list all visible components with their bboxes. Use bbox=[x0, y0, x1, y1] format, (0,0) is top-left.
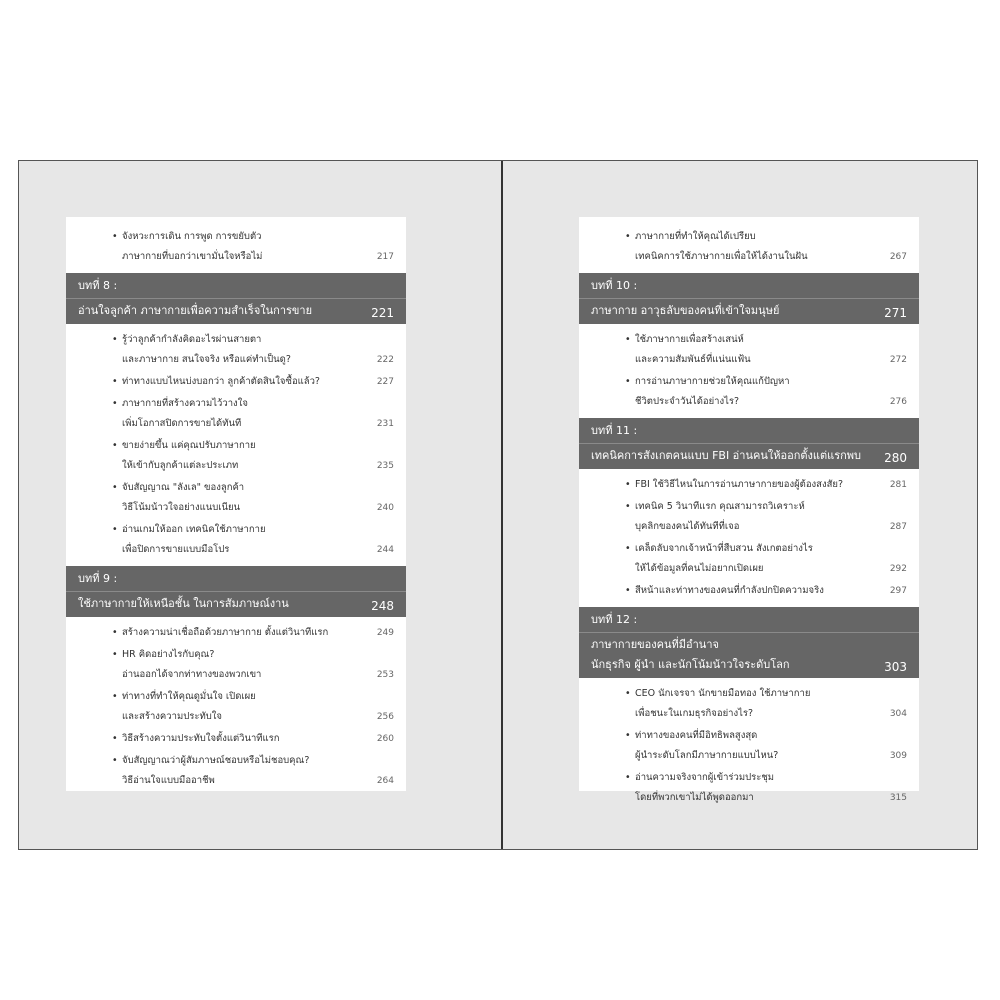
toc-entry bbox=[579, 217, 919, 267]
toc-entry-line: เพื่อปิดการขายแบบมือโปร bbox=[122, 544, 230, 555]
toc-entry-line: ภาษากายที่บอกว่าเขามั่นใจหรือไม่ bbox=[122, 251, 263, 262]
toc-entry-line: ให้เข้ากับลูกค้าแต่ละประเภท bbox=[122, 460, 239, 471]
toc-entry-page-number: 231 bbox=[376, 419, 394, 429]
toc-entry-line: จับสัญญาณ "ลังเล" ของลูกค้า bbox=[122, 482, 245, 493]
toc-entry-line: สร้างความน่าเชื่อถือด้วยภาษากาย ตั้งแต่วินาทีแรก bbox=[122, 627, 329, 638]
toc-entry-line: ภาษากายที่ทำให้คุณได้เปรียบ bbox=[635, 231, 756, 242]
toc-entry-line: อ่านออกได้จากท่าทางของพวกเขา bbox=[122, 669, 262, 680]
toc-entry-page-number: 304 bbox=[889, 709, 907, 719]
bullet-icon: • bbox=[625, 730, 631, 741]
right-page bbox=[579, 217, 919, 803]
chapter-title: ภาษากาย อาวุธลับของคนที่เข้าใจมนุษย์ bbox=[591, 304, 780, 317]
toc-entry-page-number: 217 bbox=[376, 252, 394, 262]
toc-entry bbox=[579, 539, 919, 579]
toc-entry-line: CEO นักเจรจา นักขายมือทอง ใช้ภาษากาย bbox=[635, 688, 811, 699]
toc-entry-page-number: 249 bbox=[376, 628, 394, 638]
bullet-icon: • bbox=[625, 231, 631, 242]
toc-entry bbox=[579, 581, 919, 601]
chapter-title: ภาษากายของคนที่มีอำนาจ bbox=[591, 638, 719, 651]
toc-entry-page-number: 240 bbox=[376, 503, 394, 513]
toc-entry-line: และสร้างความประทับใจ bbox=[122, 711, 222, 722]
toc-entry-page-number: 287 bbox=[889, 522, 907, 532]
toc-entry-line: ภาษากายที่สร้างความไว้วางใจ bbox=[122, 398, 248, 409]
bullet-icon: • bbox=[112, 398, 118, 409]
toc-entry bbox=[66, 687, 406, 727]
toc-entry-line: ชีวิตประจำวันได้อย่างไร? bbox=[635, 396, 740, 407]
chapter-header bbox=[579, 607, 919, 678]
toc-entry-line: สีหน้าและท่าทางของคนที่กำลังปกปิดความจริง bbox=[635, 585, 824, 596]
chapter-title: นักธุรกิจ ผู้นำ และนักโน้มน้าวใจระดับโลก bbox=[591, 658, 790, 671]
toc-entry-line: ใช้ภาษากายเพื่อสร้างเสน่ห์ bbox=[635, 334, 744, 345]
bullet-icon: • bbox=[112, 627, 118, 638]
toc-entry-page-number: 256 bbox=[376, 712, 394, 722]
toc-entry-line: เคล็ดลับจากเจ้าหน้าที่สืบสวน สังเกตอย่างไร bbox=[635, 543, 813, 554]
toc-entry-line: อ่านความจริงจากผู้เข้าร่วมประชุม bbox=[635, 772, 775, 783]
toc-entry-line: ท่าทางแบบไหนบ่งบอกว่า ลูกค้าตัดสินใจซื้อแล้ว? bbox=[122, 376, 320, 387]
toc-entry bbox=[579, 497, 919, 537]
chapter-header bbox=[579, 273, 919, 324]
toc-entry-page-number: 235 bbox=[376, 461, 394, 471]
chapter-page-number: 303 bbox=[884, 660, 907, 674]
toc-entry-line: FBI ใช้วิธีไหนในการอ่านภาษากายของผู้ต้องสงสัย? bbox=[635, 479, 844, 490]
toc-entry bbox=[66, 436, 406, 476]
chapter-title: อ่านใจลูกค้า ภาษากายเพื่อความสำเร็จในการขาย bbox=[78, 304, 313, 317]
toc-entry-page-number: 260 bbox=[376, 734, 394, 744]
toc-entry-line: เทคนิคการใช้ภาษากายเพื่อให้ได้งานในฝัน bbox=[635, 251, 808, 262]
toc-entry-line: HR คิดอย่างไรกับคุณ? bbox=[122, 649, 215, 660]
toc-entry-line: วิธีสร้างความประทับใจตั้งแต่วินาทีแรก bbox=[122, 733, 280, 744]
toc-entry bbox=[66, 751, 406, 791]
toc-entry bbox=[66, 217, 406, 267]
toc-entry-page-number: 315 bbox=[889, 793, 907, 803]
toc-entry-line: อ่านเกมให้ออก เทคนิคใช้ภาษากาย bbox=[122, 524, 266, 535]
bullet-icon: • bbox=[625, 585, 631, 596]
chapter-label: บทที่ 8 : bbox=[78, 279, 118, 292]
toc-entry-line: และความสัมพันธ์ที่แน่นแฟ้น bbox=[635, 354, 751, 365]
chapter-divider-line bbox=[579, 298, 919, 299]
chapter-page-number: 271 bbox=[884, 306, 907, 320]
chapter-page-number: 221 bbox=[371, 306, 394, 320]
chapter-label: บทที่ 11 : bbox=[591, 424, 638, 437]
toc-entry bbox=[579, 475, 919, 495]
chapter-header bbox=[66, 566, 406, 617]
bullet-icon: • bbox=[112, 334, 118, 345]
chapter-page-number: 248 bbox=[371, 599, 394, 613]
bullet-icon: • bbox=[625, 479, 631, 490]
book-spread bbox=[18, 160, 978, 850]
toc-entry bbox=[579, 330, 919, 370]
left-page bbox=[66, 217, 406, 791]
bullet-icon: • bbox=[112, 733, 118, 744]
toc-entry-line: จังหวะการเดิน การพูด การขยับตัว bbox=[122, 231, 262, 242]
bullet-icon: • bbox=[112, 691, 118, 702]
toc-entry-line: วิธีโน้มน้าวใจอย่างแนบเนียน bbox=[122, 502, 241, 513]
toc-entry-line: รู้ว่าลูกค้ากำลังคิดอะไรผ่านสายตา bbox=[122, 334, 262, 345]
toc-entry-line: ผู้นำระดับโลกมีภาษากายแบบไหน? bbox=[635, 750, 779, 761]
toc-entry bbox=[579, 372, 919, 412]
page-gutter bbox=[501, 161, 503, 849]
bullet-icon: • bbox=[625, 376, 631, 387]
toc-entry-line: ท่าทางที่ทำให้คุณดูมั่นใจ เปิดเผย bbox=[122, 691, 256, 702]
chapter-label: บทที่ 12 : bbox=[591, 613, 638, 626]
toc-entry-page-number: 281 bbox=[889, 480, 907, 490]
toc-entry-line: โดยที่พวกเขาไม่ได้พูดออกมา bbox=[635, 792, 754, 803]
chapter-divider-line bbox=[66, 591, 406, 592]
toc-entry-line: เพื่อชนะในเกมธุรกิจอย่างไร? bbox=[635, 708, 754, 719]
bullet-icon: • bbox=[112, 440, 118, 451]
toc-entry bbox=[579, 684, 919, 724]
toc-entry-page-number: 222 bbox=[376, 355, 394, 365]
toc-entry-line: และภาษากาย สนใจจริง หรือแค่ทำเป็นดู? bbox=[122, 354, 291, 365]
chapter-divider-line bbox=[579, 632, 919, 633]
toc-entry-page-number: 253 bbox=[376, 670, 394, 680]
toc-entry-line: เพิ่มโอกาสปิดการขายได้ทันที bbox=[122, 418, 242, 429]
chapter-label: บทที่ 9 : bbox=[78, 572, 118, 585]
chapter-label: บทที่ 10 : bbox=[591, 279, 638, 292]
toc-entry-line: การอ่านภาษากายช่วยให้คุณแก้ปัญหา bbox=[635, 376, 790, 387]
toc-entry-line: บุคลิกของคนได้ทันทีที่เจอ bbox=[635, 521, 740, 532]
toc-entry-line: ให้ได้ข้อมูลที่คนไม่อยากเปิดเผย bbox=[635, 563, 764, 574]
toc-entry bbox=[66, 729, 406, 749]
toc-entry bbox=[66, 394, 406, 434]
toc-entry bbox=[66, 645, 406, 685]
bullet-icon: • bbox=[625, 688, 631, 699]
toc-entry-page-number: 264 bbox=[376, 776, 394, 786]
toc-entry bbox=[579, 768, 919, 808]
bullet-icon: • bbox=[112, 649, 118, 660]
chapter-header bbox=[579, 418, 919, 469]
toc-entry-page-number: 267 bbox=[889, 252, 907, 262]
bullet-icon: • bbox=[625, 543, 631, 554]
toc-entry bbox=[66, 623, 406, 643]
bullet-icon: • bbox=[112, 755, 118, 766]
toc-entry-page-number: 276 bbox=[889, 397, 907, 407]
toc-entry-page-number: 292 bbox=[889, 564, 907, 574]
toc-entry-page-number: 297 bbox=[889, 586, 907, 596]
bullet-icon: • bbox=[625, 334, 631, 345]
bullet-icon: • bbox=[112, 231, 118, 242]
bullet-icon: • bbox=[112, 524, 118, 535]
chapter-divider-line bbox=[66, 298, 406, 299]
toc-entry-line: วิธีอ่านใจแบบมืออาชีพ bbox=[122, 775, 215, 786]
bullet-icon: • bbox=[112, 482, 118, 493]
toc-entry bbox=[579, 726, 919, 766]
toc-entry-line: ขายง่ายขึ้น แค่คุณปรับภาษากาย bbox=[122, 440, 256, 451]
chapter-page-number: 280 bbox=[884, 451, 907, 465]
toc-entry-page-number: 244 bbox=[376, 545, 394, 555]
chapter-header bbox=[66, 273, 406, 324]
chapter-title: ใช้ภาษากายให้เหนือชั้น ในการสัมภาษณ์งาน bbox=[78, 597, 289, 610]
chapter-divider-line bbox=[579, 443, 919, 444]
bullet-icon: • bbox=[112, 376, 118, 387]
toc-entry bbox=[66, 520, 406, 560]
toc-entry-line: จับสัญญาณว่าผู้สัมภาษณ์ชอบหรือไม่ชอบคุณ? bbox=[122, 755, 310, 766]
toc-entry bbox=[66, 372, 406, 392]
toc-entry-line: เทคนิค 5 วินาทีแรก คุณสามารถวิเคราะห์ bbox=[635, 501, 805, 512]
toc-entry-line: ท่าทางของคนที่มีอิทธิพลสูงสุด bbox=[635, 730, 758, 741]
bullet-icon: • bbox=[625, 772, 631, 783]
toc-entry-page-number: 272 bbox=[889, 355, 907, 365]
toc-entry bbox=[66, 330, 406, 370]
toc-entry-page-number: 227 bbox=[376, 377, 394, 387]
chapter-title: เทคนิคการสังเกตคนแบบ FBI อ่านคนให้ออกตั้งแต่แรกพบ bbox=[591, 449, 861, 462]
toc-entry-page-number: 309 bbox=[889, 751, 907, 761]
toc-entry bbox=[66, 478, 406, 518]
bullet-icon: • bbox=[625, 501, 631, 512]
